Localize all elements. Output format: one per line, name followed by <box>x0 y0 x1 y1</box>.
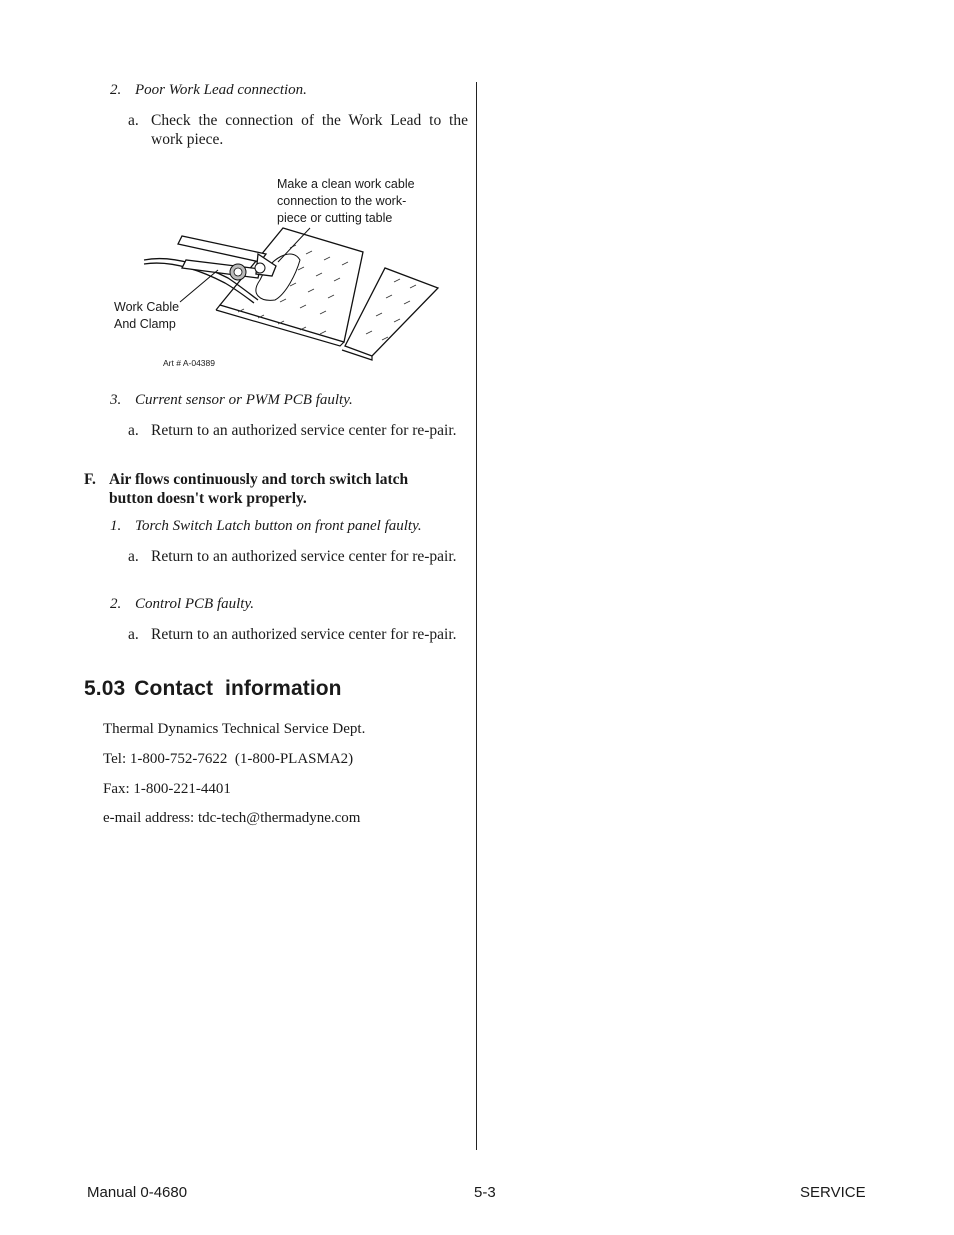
list-text: Current sensor or PWM PCB faulty. <box>135 392 353 408</box>
section-f-heading <box>84 470 408 508</box>
section-letter: F. <box>84 471 96 488</box>
list-number: 3. <box>110 392 122 408</box>
list-number: 2. <box>110 596 122 612</box>
list-number: 2. <box>110 82 122 98</box>
list-item-poor-work-lead <box>110 82 307 99</box>
footer-section-name: SERVICE <box>800 1184 866 1201</box>
section-f-line: button doesn't work properly. <box>109 490 307 507</box>
list-item-current-sensor <box>110 392 353 409</box>
callout-line: piece or cutting table <box>277 211 393 225</box>
callout-work-cable <box>114 299 179 333</box>
sub-item-return-service <box>128 421 468 440</box>
sub-letter: a. <box>128 548 139 565</box>
sub-item-return-service <box>128 547 468 566</box>
contact-line-dept: Thermal Dynamics Technical Service Dept. <box>103 721 366 737</box>
footer-page-number: 5-3 <box>474 1184 496 1201</box>
list-number: 1. <box>110 518 122 534</box>
contact-line-email: e-mail address: tdc-tech@thermadyne.com <box>103 810 361 826</box>
list-item-control-pcb <box>110 596 254 613</box>
callout-line: connection to the work- <box>277 194 407 208</box>
callout-clean-connection <box>277 176 415 227</box>
list-text: Poor Work Lead connection. <box>135 82 307 98</box>
sub-text: Check the connection of the Work Lead to the work piece. <box>151 112 468 148</box>
art-number: Art # A-04389 <box>163 358 215 368</box>
list-text: Torch Switch Latch button on front panel faulty. <box>135 518 422 534</box>
sub-letter: a. <box>128 112 139 129</box>
section-heading: Contact information <box>134 677 342 700</box>
sub-text: Return to an authorized service center for re-pair. <box>151 626 457 643</box>
column-divider <box>476 82 477 1150</box>
contact-line-fax: Fax: 1-800-221-4401 <box>103 781 231 797</box>
section-title-contact <box>84 677 342 701</box>
section-number: 5.03 <box>84 677 126 700</box>
work-clamp-figure <box>110 170 460 375</box>
list-text: Control PCB faulty. <box>135 596 255 612</box>
callout-line: And Clamp <box>114 317 176 331</box>
sub-item-check-connection <box>128 111 468 149</box>
sub-text: Return to an authorized service center for re-pair. <box>151 422 457 439</box>
callout-line: Work Cable <box>114 300 180 314</box>
footer-manual-number: Manual 0-4680 <box>87 1184 188 1201</box>
sub-item-return-service <box>128 625 468 644</box>
sub-letter: a. <box>128 626 139 643</box>
list-item-torch-switch <box>110 518 422 535</box>
section-f-line: Air flows continuously and torch switch latch <box>109 471 409 488</box>
contact-line-tel: Tel: 1-800-752-7622 (1-800-PLASMA2) <box>103 751 354 767</box>
sub-text: Return to an authorized service center for re-pair. <box>151 548 457 565</box>
callout-line: Make a clean work cable <box>277 177 415 191</box>
sub-letter: a. <box>128 422 139 439</box>
